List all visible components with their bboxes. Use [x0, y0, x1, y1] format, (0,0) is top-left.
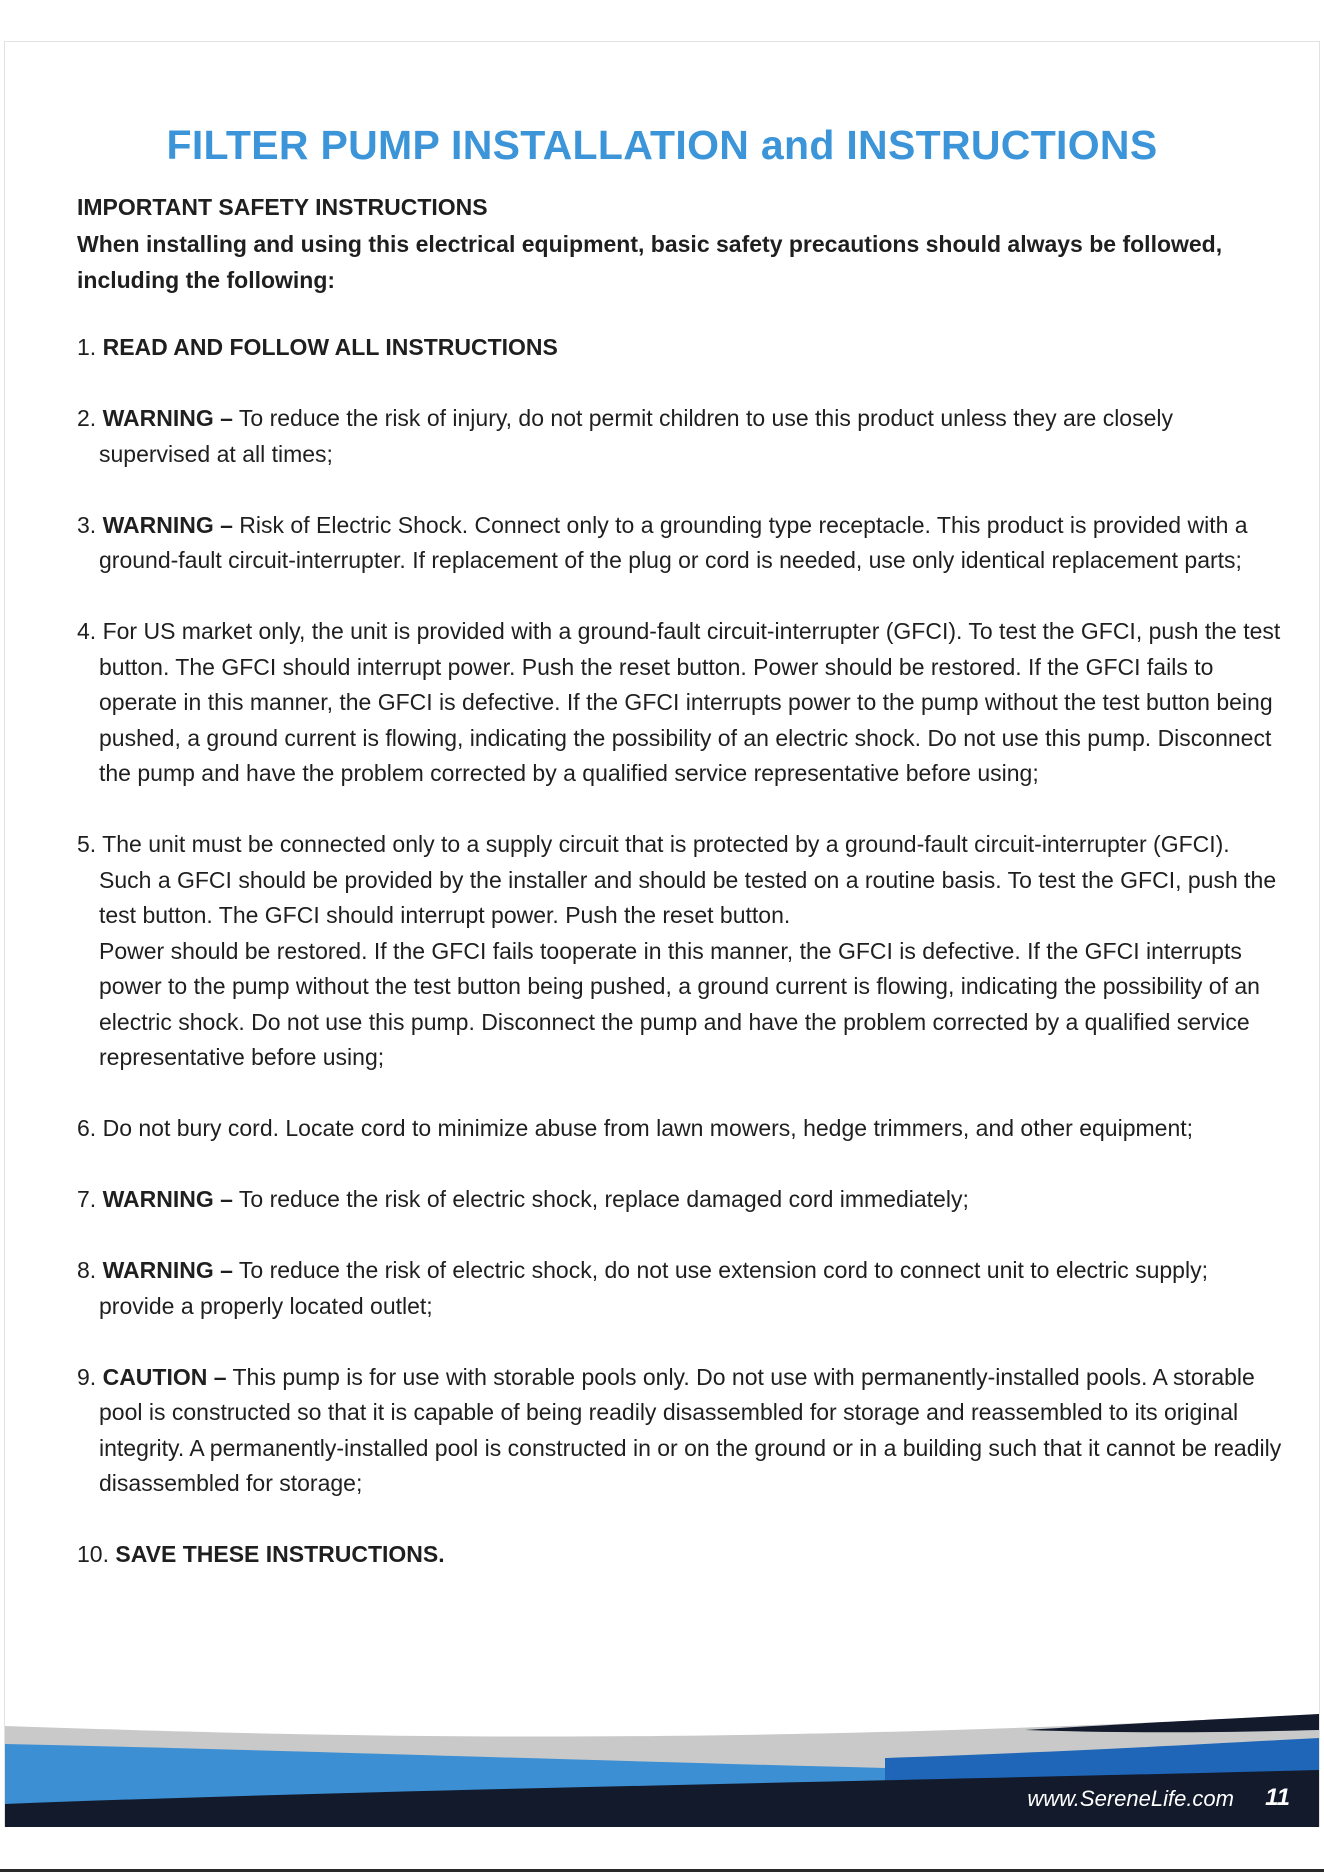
item-text: Do not bury cord. Locate cord to minimize abuse from lawn mowers, hedge trimmers, and other equipment; — [102, 1115, 1194, 1141]
item-number: 6. — [77, 1115, 97, 1141]
item-text: For US market only, the unit is provided with a ground-fault circuit-interrupter (GFCI). To test the GFCI, push the test button. The GFCI should interrupt power. Push the reset button. Power should be restored. If the GFCI fails to operate in this manner, the GFCI is defective. If the GFCI interrupts power to the pump without the test button being pushed, a ground current is flowing, indicating the possibility of an electric shock. Do not use this pump. Disconnect the pump and have the problem corrected by a qualified service representative before using; — [99, 618, 1281, 786]
intro-text: When installing and using this electrical equipment, basic safety precautions should always be followed, including the following: — [77, 231, 1223, 293]
item-label: READ AND FOLLOW ALL INSTRUCTIONS — [102, 334, 558, 360]
footer-website-link[interactable]: www.SereneLife.com — [1027, 1786, 1234, 1811]
item-text: Risk of Electric Shock. Connect only to a grounding type receptacle. This product is provided with a ground-fault circuit-interrupter. If replacement of the plug or cord is needed, use only identical replacement parts; — [99, 511, 1248, 573]
item-label: WARNING – — [102, 1257, 233, 1283]
instruction-item-10 — [77, 1537, 1282, 1573]
instruction-item-3 — [77, 508, 1282, 579]
item-number: 7. — [77, 1186, 97, 1212]
item-text: This pump is for use with storable pools only. Do not use with permanently-installed pools. A storable pool is constructed so that it is capable of being readily disassembled for storage and reassembled to its original integrity. A permanently-installed pool is constructed in or on the ground or in a building such that it cannot be readily disassembled for storage; — [99, 1363, 1282, 1496]
instruction-item-1 — [77, 330, 1282, 366]
safety-heading: IMPORTANT SAFETY INSTRUCTIONS — [77, 194, 488, 220]
footer-navy-swoosh — [1025, 1714, 1319, 1732]
item-number: 5. — [77, 831, 97, 857]
item-label: SAVE THESE INSTRUCTIONS. — [115, 1541, 445, 1567]
item-text: To reduce the risk of electric shock, do not use extension cord to connect unit to electric supply; provide a properly located outlet; — [99, 1257, 1208, 1319]
item-text: To reduce the risk of injury, do not permit children to use this product unless they are closely supervised at all times; — [99, 405, 1173, 467]
item-number: 2. — [77, 405, 97, 431]
item-label: WARNING – — [102, 405, 233, 431]
item-label: CAUTION – — [102, 1363, 227, 1390]
item-number: 8. — [77, 1257, 97, 1283]
instruction-item-5 — [77, 827, 1282, 1076]
instruction-item-6 — [77, 1111, 1282, 1147]
item-number: 9. — [77, 1363, 97, 1390]
instruction-item-7 — [77, 1182, 1282, 1218]
item-text: To reduce the risk of electric shock, replace damaged cord immediately; — [232, 1186, 969, 1212]
safety-intro — [77, 192, 1267, 298]
item-text-continued: Power should be restored. If the GFCI fails tooperate in this manner, the GFCI is defective. If the GFCI interrupts power to the pump without the test button being pushed, a ground current is flowing, indicating the possibility of an electric shock. Do not use this pump. Disconnect the pump and have the problem corrected by a qualified service representative before using; — [99, 937, 1260, 1070]
item-number: 1. — [77, 334, 97, 360]
item-text: The unit must be connected only to a supply circuit that is protected by a ground-fault circuit-interrupter (GFCI). Such a GFCI should be provided by the installer and should be tested on a routine basis. To test the GFCI, push the test button. The GFCI should interrupt power. Push the reset button. — [99, 831, 1277, 928]
item-number: 3. — [77, 511, 97, 538]
instruction-item-2 — [77, 401, 1282, 472]
instruction-item-4 — [77, 614, 1282, 792]
item-label: WARNING – — [102, 511, 233, 538]
footer-page-number: 11 — [1265, 1784, 1290, 1811]
instruction-item-8 — [77, 1253, 1282, 1324]
instruction-list — [77, 330, 1282, 1608]
page-title: FILTER PUMP INSTALLATION and INSTRUCTIONS — [166, 122, 1158, 168]
instruction-item-9 — [77, 1360, 1282, 1502]
item-number: 10. — [77, 1541, 109, 1567]
item-number: 4. — [77, 618, 97, 644]
item-label: WARNING – — [102, 1186, 233, 1212]
